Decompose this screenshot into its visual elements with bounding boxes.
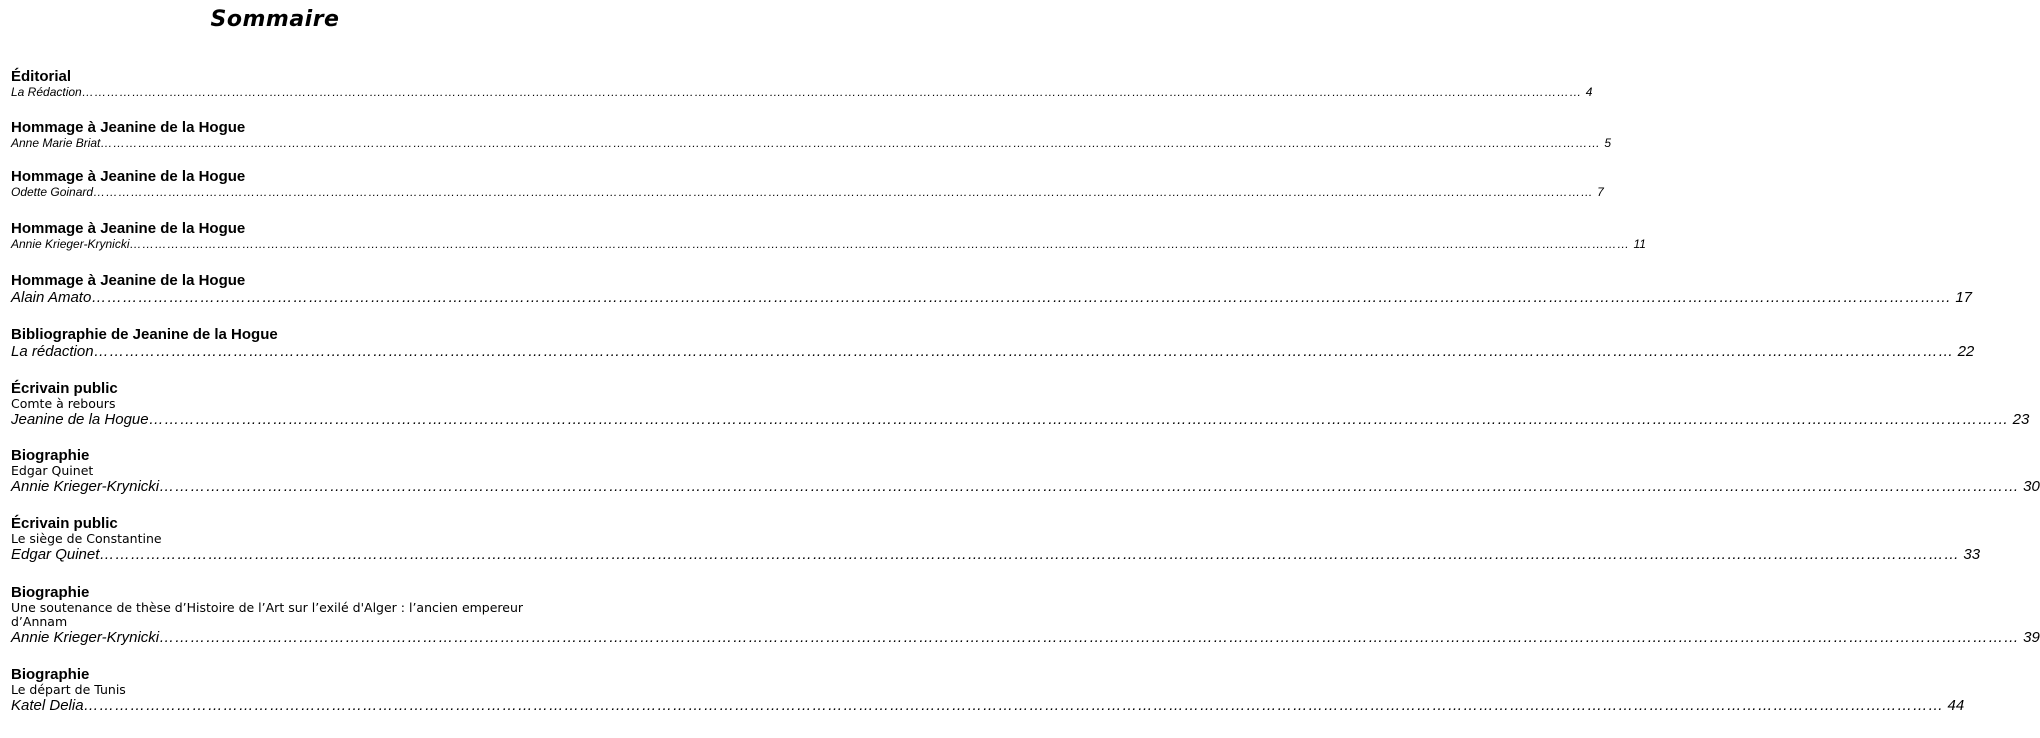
entry-heading: Bibliographie de Jeanine de la Hogue <box>11 326 278 343</box>
entry-subtitle: Le départ de Tunis <box>11 682 126 697</box>
entry-heading: Hommage à Jeanine de la Hogue <box>11 220 246 237</box>
toc-entry <box>11 168 1604 199</box>
entry-author: Jeanine de la Hogue <box>11 411 149 428</box>
entry-page-number: 44 <box>1947 697 1965 714</box>
entry-line <box>11 411 2030 429</box>
entry-page-number: 7 <box>1597 185 1604 199</box>
entry-subtitle: Comte à rebours <box>11 396 116 411</box>
entry-line <box>11 478 2040 496</box>
entry-page-number: 39 <box>2023 629 2040 646</box>
dot-leader: ……………………………………………………………………………………………………………………………………………………………………………………………………………………………………………………………………………………………………………………………… <box>129 237 1630 251</box>
entry-author: Odette Goinard <box>11 185 94 199</box>
dot-leader: ……………………………………………………………………………………………………………………………………………………………………………………………………………………………………………………………………………………………………………………………… <box>148 411 2009 428</box>
entry-author: Edgar Quinet <box>11 546 100 563</box>
entry-line <box>11 85 1593 99</box>
entry-heading: Biographie <box>11 447 90 464</box>
entry-heading: Biographie <box>11 584 90 601</box>
entry-page-number: 33 <box>1963 546 1981 563</box>
entry-subtitle: Edgar Quinet <box>11 463 94 478</box>
entry-page-number: 17 <box>1955 289 1973 306</box>
toc-entry <box>11 220 1646 251</box>
dot-leader: ……………………………………………………………………………………………………………………………………………………………………………………………………………………………………………………………………………………………………………………………… <box>81 85 1582 99</box>
dot-leader: ……………………………………………………………………………………………………………………………………………………………………………………………………………………………………………………………………………………………………………………………… <box>93 343 1954 360</box>
toc-entry <box>11 119 1612 150</box>
dot-leader: ……………………………………………………………………………………………………………………………………………………………………………………………………………………………………………………………………………………………………………………………… <box>159 629 2020 646</box>
entry-line <box>11 289 1973 307</box>
entry-line <box>11 237 1646 251</box>
entry-page-number: 23 <box>2012 411 2030 428</box>
dot-leader: ……………………………………………………………………………………………………………………………………………………………………………………………………………………………………………………………………………………………………………………………… <box>159 478 2020 495</box>
entry-author: Anne Marie Briat <box>11 136 101 150</box>
entry-heading: Biographie <box>11 666 90 683</box>
toc-entry <box>11 326 1975 361</box>
page-title: Sommaire <box>210 7 340 32</box>
entry-subtitle: Une soutenance de thèse d’Histoire de l’Art sur l’exilé d'Alger : l’ancien empereur d’Annam <box>11 600 524 629</box>
entry-page-number: 30 <box>2023 478 2040 495</box>
entry-line <box>11 136 1612 150</box>
entry-author: Annie Krieger-Krynicki <box>11 478 160 495</box>
entry-page-number: 11 <box>1633 237 1646 251</box>
entry-heading: Éditorial <box>11 68 72 85</box>
entry-heading: Écrivain public <box>11 380 118 397</box>
entry-heading: Écrivain public <box>11 515 118 532</box>
entry-line <box>11 343 1975 361</box>
entry-page-number: 22 <box>1957 343 1975 360</box>
toc-entry <box>11 272 1973 307</box>
entry-author: La Rédaction <box>11 85 82 99</box>
entry-line <box>11 546 1981 564</box>
entry-page-number: 4 <box>1585 85 1593 99</box>
entry-heading: Hommage à Jeanine de la Hogue <box>11 119 246 136</box>
entry-author: Annie Krieger-Krynicki <box>11 237 130 251</box>
entry-author: Alain Amato <box>11 289 92 306</box>
entry-author: Annie Krieger-Krynicki <box>11 629 160 646</box>
entry-heading: Hommage à Jeanine de la Hogue <box>11 168 246 185</box>
entry-line <box>11 629 2040 647</box>
toc-entry <box>11 584 2040 647</box>
toc-entry <box>11 447 2040 496</box>
entry-page-number: 5 <box>1604 136 1612 150</box>
entry-line <box>11 697 1965 715</box>
toc-entry <box>11 68 1593 99</box>
entry-author: La rédaction <box>11 343 94 360</box>
dot-leader: ……………………………………………………………………………………………………………………………………………………………………………………………………………………………………………………………………………………………………………………………… <box>100 136 1601 150</box>
toc-entry <box>11 666 1965 715</box>
dot-leader: ……………………………………………………………………………………………………………………………………………………………………………………………………………………………………………………………………………………………………………………………… <box>93 185 1594 199</box>
toc-entry <box>11 380 2030 429</box>
dot-leader: ……………………………………………………………………………………………………………………………………………………………………………………………………………………………………………………………………………………………………………………………… <box>99 546 1960 563</box>
toc-entry <box>11 515 1981 564</box>
entry-author: Katel Delia <box>11 697 84 714</box>
dot-leader: ……………………………………………………………………………………………………………………………………………………………………………………………………………………………………………………………………………………………………………………………… <box>91 289 1952 306</box>
entry-line <box>11 185 1604 199</box>
entry-subtitle: Le siège de Constantine <box>11 531 162 546</box>
entry-heading: Hommage à Jeanine de la Hogue <box>11 272 246 289</box>
dot-leader: ……………………………………………………………………………………………………………………………………………………………………………………………………………………………………………………………………………………………………………………………… <box>83 697 1944 714</box>
